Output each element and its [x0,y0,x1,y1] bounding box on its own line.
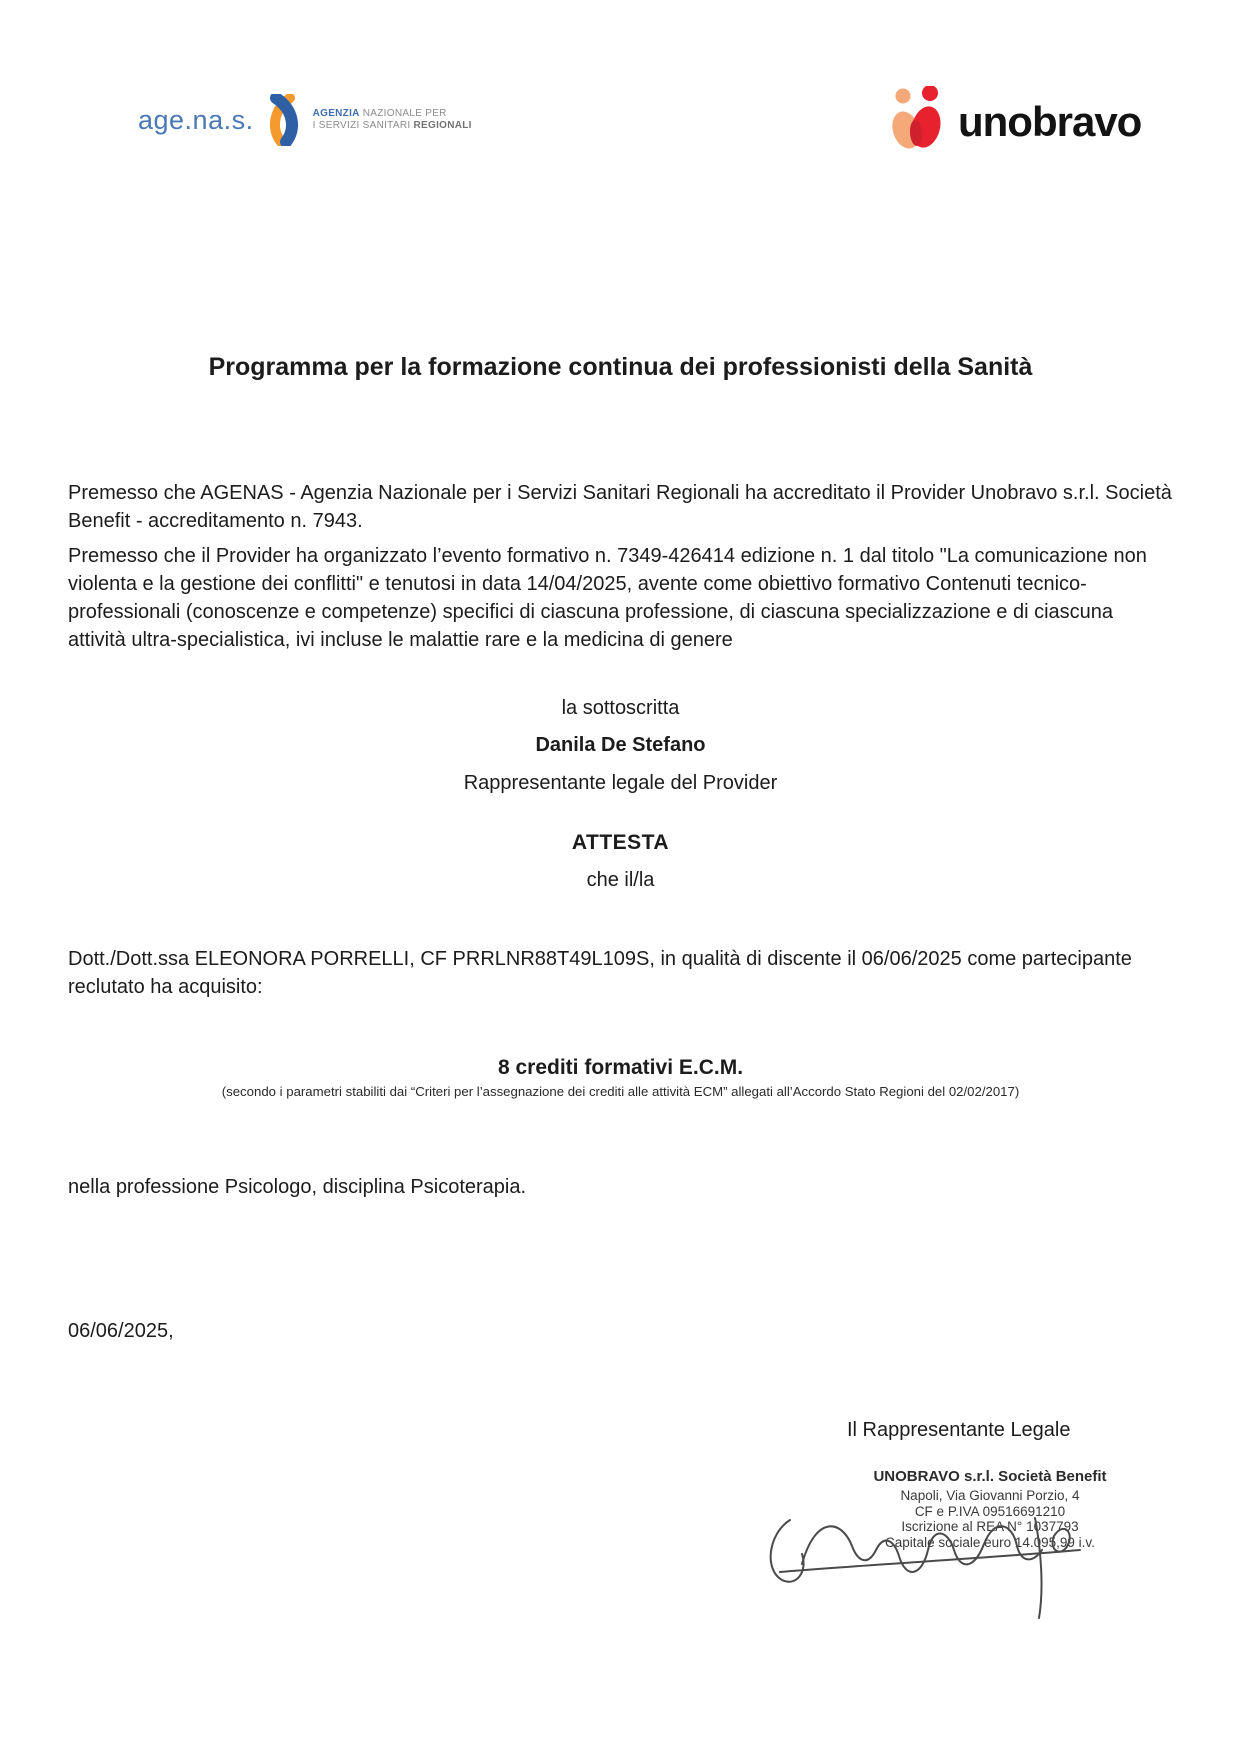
subscriber-line: la sottoscritta [561,697,680,719]
agenas-text-line2-rest: I SERVIZI SANITARI [312,120,414,131]
company-stamp [830,1468,1150,1550]
profession-line: nella professione Psicologo, disciplina Psicoterapia. [68,1176,527,1198]
attesta-heading: ATTESTA [571,831,670,854]
stamp-cf-piva: CF e P.IVA 09516691210 [914,1503,1066,1519]
unobravo-wordmark: unobravo [958,98,1142,145]
stamp-address: Napoli, Via Giovanni Porzio, 4 [900,1488,1080,1503]
stamp-company-name: UNOBRAVO s.r.l. Società Benefit [873,1468,1107,1485]
stamp-capital: Capitale sociale euro 14.095,99 i.v. [885,1534,1095,1550]
attendee-paragraph: Dott./Dott.ssa ELEONORA PORRELLI, CF PRRLNR88T49L109S, in qualità di discente il 06/06/2025 come partecipante reclutato ha acquisito: [68,948,1132,998]
credits-note: (secondo i parametri stabiliti dai “Criteri per l’assegnazione dei crediti alle attività ECM” allegati all’Accordo Stato Regioni del 02/02/2017) [221,1084,1020,1099]
stamp-rea: Iscrizione al REA N° 1037793 [901,1519,1079,1534]
premise-paragraph-1: Premesso che AGENAS - Agenzia Nazionale per i Servizi Sanitari Regionali ha accreditato il Provider Unobravo s.r.l. Società Benefit - accreditamento n. 7943. [68,482,1172,532]
agenas-logo-text [313,108,472,132]
date-line: 06/06/2025, [68,1320,174,1342]
che-il-la-line: che il/la [586,869,655,891]
premise-paragraph-2: Premesso che il Provider ha organizzato l’evento formativo n. 7349-426414 edizione n. 1 dal titolo "La comunicazione non violenta e la gestione dei conflitti" e tenutosi in data 14/04/2025, avente come obiettivo formativo Contenuti tecnico-professionali (conoscenze e competenze) specifici di ciascuna professione, di ciascuna specializzazione e di ciascuna attività ultra-specialistica, ivi incluse le malattie rare e la medicina di genere [68,545,1147,651]
credits-line: 8 crediti formativi E.C.M. [497,1056,744,1079]
agenas-text-line1-rest: NAZIONALE PER [359,108,447,119]
agenas-logo [138,94,472,146]
agenas-wordmark: age.na.s. [138,104,254,135]
unobravo-heart-people-icon [890,86,950,150]
agenas-text-line2-bold: REGIONALI [413,120,472,131]
agenas-swoosh-icon [260,94,306,146]
document-title: Programma per la formazione continua dei professionisti della Sanità [208,353,1033,381]
legal-representative-label: Il Rappresentante Legale [847,1419,1071,1441]
unobravo-logo [890,86,1141,150]
signer-name: Danila De Stefano [535,734,706,756]
agenas-text-line1-bold: AGENZIA [312,108,360,119]
signer-role: Rappresentante legale del Provider [463,772,778,794]
